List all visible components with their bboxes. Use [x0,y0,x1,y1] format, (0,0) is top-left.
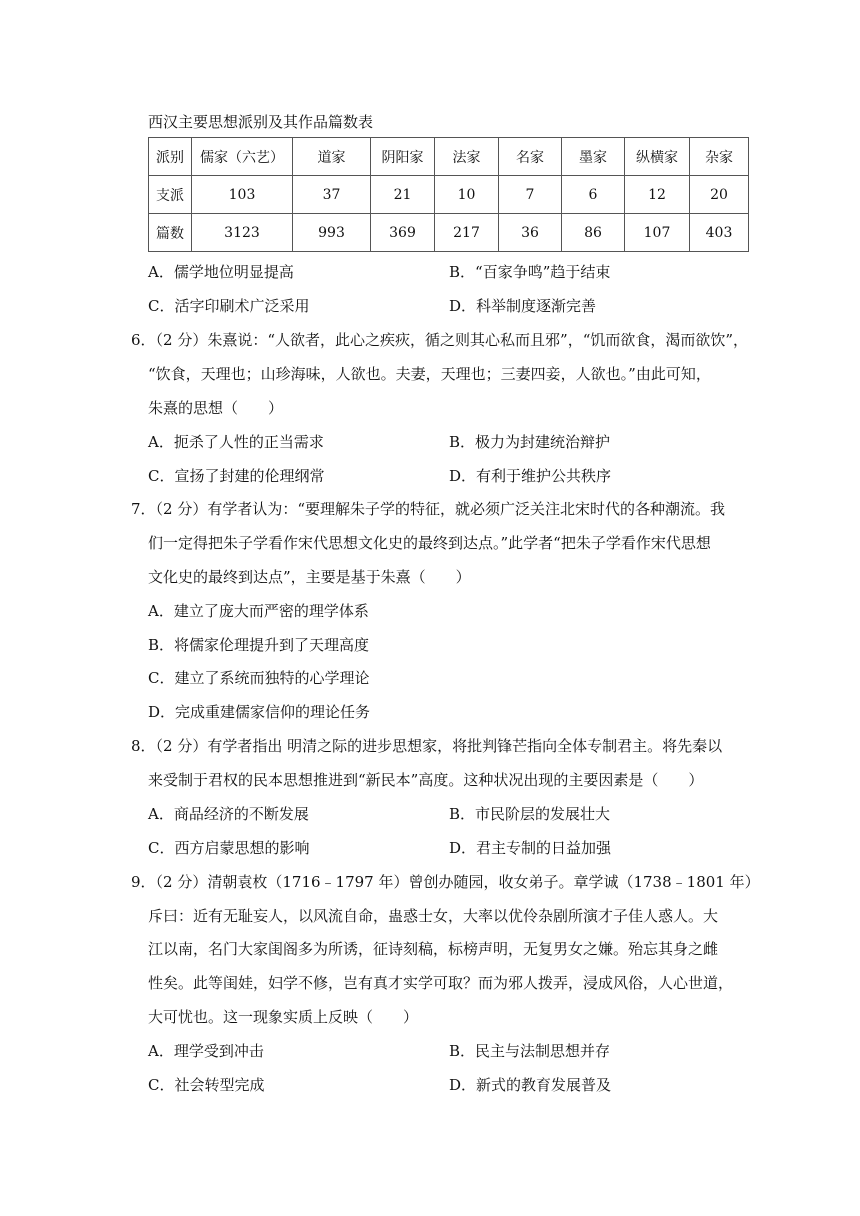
table-header-cell: 法家 [435,138,499,176]
table-header-cell: 名家 [499,138,562,176]
table-row [149,176,749,214]
table-cell: 10 [435,176,499,214]
table-cell: 403 [690,214,749,252]
table-row [149,214,749,252]
table-cell: 369 [371,214,435,252]
q5-option-b: B．“百家争鸣”趋于结束 [449,263,611,281]
q6-option-b: B．极力为封建统治辩护 [449,433,611,451]
q9-stem-line: 性矣。此等闺娃，妇学不修，岂有真才实学可取？而为邪人拨弄，浸成风俗，人心世道， [148,974,734,992]
q5-option-a: A．儒学地位明显提高 [148,263,294,281]
table-header-cell: 纵横家 [625,138,690,176]
q6-option-a: A．扼杀了人性的正当需求 [148,433,324,451]
table-cell: 36 [499,214,562,252]
q8-stem-line: 8．（2 分）有学者指出 明清之际的进步思想家，将批判锋芒指向全体专制君主。将先秦以 [131,737,723,755]
q6-stem-line: 朱熹的思想（ ） [148,399,284,417]
table-cell: 7 [499,176,562,214]
table-header-cell: 阴阳家 [371,138,435,176]
table-header-row [149,138,749,176]
q7-stem-line: 文化史的最终到达点”，主要是基于朱熹（ ） [148,568,471,586]
q7-option-b: B．将儒家伦理提升到了天理高度 [148,636,370,654]
q9-option-d: D．新式的教育发展普及 [449,1076,612,1094]
q8-option-a: A．商品经济的不断发展 [148,805,309,823]
q9-stem-line: 江以南，名门大家闺阁多为所诱，征诗刻稿，标榜声明，无复男女之嫌。殆忘其身之雌 [148,940,719,958]
q9-stem-line: 斥曰：近有无耻妄人，以风流自命，蛊惑士女，大率以优伶杂剧所演才子佳人惑人。大 [148,907,719,925]
table-cell: 篇数 [149,214,192,252]
q5-option-c: C．活字印刷术广泛采用 [148,297,310,315]
q8-stem-line: 来受制于君权的民本思想推进到“新民本”高度。这种状况出现的主要因素是（ ） [148,771,704,789]
q8-option-d: D．君主专制的日益加强 [449,839,612,857]
q9-stem-line: 大可忧也。这一现象实质上反映（ ） [148,1008,419,1026]
q8-option-c: C．西方启蒙思想的影响 [148,839,310,857]
table-cell: 支派 [149,176,192,214]
q9-option-a: A．理学受到冲击 [148,1042,264,1060]
schools-table [148,137,749,252]
table-header-cell: 杂家 [690,138,749,176]
table-cell: 20 [690,176,749,214]
q7-stem-line: 7．（2 分）有学者认为：“要理解朱子学的特征，就必须广泛关注北宋时代的各种潮流。我 [131,500,726,518]
table-cell: 21 [371,176,435,214]
q6-stem-line: “饮食，天理也；山珍海味，人欲也。夫妻，天理也；三妻四妾，人欲也。”由此可知， [148,365,711,383]
q9-option-c: C．社会转型完成 [148,1076,265,1094]
table-header-cell: 道家 [293,138,371,176]
q5-option-d: D．科举制度逐渐完善 [449,297,597,315]
q6-stem-line: 6．（2 分）朱熹说：“人欲者，此心之疾疢，循之则其心私而且邪”，“饥而欲食，渴而欲饮”， [131,331,749,349]
q7-option-c: C．建立了系统而独特的心学理论 [148,669,370,687]
q9-stem-line: 9．（2 分）清朝袁枚（1716﹣1797 年）曾创办随园，收女弟子。章学诚（1738﹣1801 年） [131,873,760,891]
table-header-cell: 派别 [149,138,192,176]
table-cell: 107 [625,214,690,252]
table-cell: 993 [293,214,371,252]
table-caption: 西汉主要思想派别及其作品篇数表 [148,113,374,131]
q7-option-a: A．建立了庞大而严密的理学体系 [148,602,369,620]
table-cell: 3123 [192,214,293,252]
table-cell: 217 [435,214,499,252]
q9-option-b: B．民主与法制思想并存 [449,1042,611,1060]
q7-stem-line: 们一定得把朱子学看作宋代思想文化史的最终到达点。”此学者“把朱子学看作宋代思想 [148,534,711,552]
table-cell: 103 [192,176,293,214]
table-cell: 12 [625,176,690,214]
q6-option-d: D．有利于维护公共秩序 [449,467,612,485]
table-cell: 6 [562,176,625,214]
table-header-cell: 儒家（六艺） [192,138,293,176]
q7-option-d: D．完成重建儒家信仰的理论任务 [148,703,371,721]
table-header-cell: 墨家 [562,138,625,176]
table-cell: 86 [562,214,625,252]
q8-option-b: B．市民阶层的发展壮大 [449,805,611,823]
table-cell: 37 [293,176,371,214]
q6-option-c: C．宣扬了封建的伦理纲常 [148,467,325,485]
